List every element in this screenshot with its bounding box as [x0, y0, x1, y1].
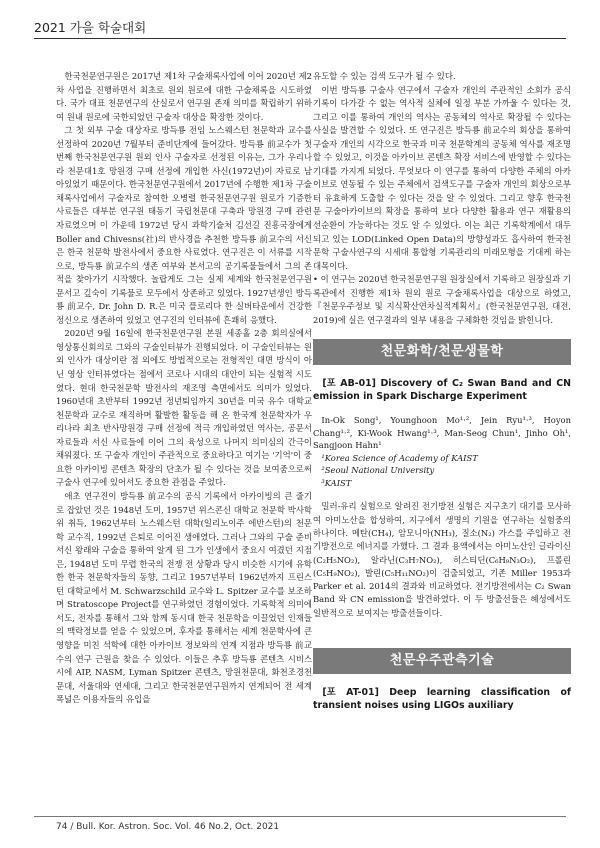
right-column: [313, 70, 571, 712]
abstract-title: [포 AT-01] Deep learning classification of transient noises using LIGOs auxiliary: [313, 687, 571, 712]
abstract-paragraph: 밀러-유리 실험으로 알려진 전기방전 실험은 지구초기 대기를 모사하여 아미노산을 합성하여, 지구에서 생명의 기원을 연구하는 실험중의 하나이다. 메탄(CH₄), 암모니아(NH₃), 질소(N₂) 가스를 주입하고 전기방전으로 에너지를 가했다. 그 결과 용액에서는 아미노산인 글라이신(C₂H₅NO₂), 알라닌(C₃H₇NO₂), 히스티딘(C₆H₉N₃O₂), 프롤린(C₅H₉NO₂), 발린(C₅H₁₁NO₂)이 검출되었고, 기존 Miller 1953과 Parker et al. 2014의 결과와 비교하였다. 전기방전에서는 C₂ Swan Band 와 CN emission을 발견하였다. 이 두 방출선들은 혜성에서도 일반적으로 보여지는 방출선들이다.: [313, 501, 571, 618]
body-paragraph: 유도할 수 있는 검색 도구가 될 수 있다.: [313, 71, 456, 81]
footer-rule: [34, 816, 566, 817]
abstract-title: [포 AB-01] Discovery of C₂ Swan Band and CN emission in Spark Discharge Experiment: [313, 378, 571, 403]
body-paragraph: 한국천문연구원은 2017년 제1차 구술채록사업에 이어 2020년 제2차 사업을 진행하면서 최초로 원외 원로에 대한 구술채록을 시도하였다. 국가 대표 천문연구의 산실로서 연구원 존재 의미를 확립하기 위하여 원내 원로에 국한되었던 구술자 대상을 확장한 것이다.: [56, 71, 312, 122]
running-header: 2021 가을 학술대회: [34, 20, 147, 35]
affiliation: ¹Korea Science of Academy of KAIST: [321, 452, 478, 463]
abstract-body: [313, 500, 571, 620]
author-list: In-Ok Song¹, Younghoon Mo¹·², Jein Ryu¹·³, Hoyon Chang¹·², Ki-Wook Hwang¹·³, Man-Seog Chun¹, Jinho Oh¹, Sangjoon Hahn¹: [313, 415, 571, 451]
body-paragraph: 2020년 9월 16일에 한국천문연구원 본원 세종홀 2층 회의실에서 영상통신회의로 그와의 구술인터뷰가 진행되었다. 이 구술인터뷰는 원외 인사가 대상이란 점 외에도 방법적으로는 전형적인 대면 방식이 아닌 영상 인터뷰였다는 점에서 코로나 시대의 대안이 되는 실험적 시도였다. 현대 한국천문학 발전사의 재조명 측면에서도 의미가 있었다. 1960년대 초반부터 1992년 정년퇴임까지 30년을 미국 유수 대학교 천문학과 교수로 재직하며 활발한 활동을 해 온 한국계 천문학자가 우리나라 최초 반사망원경 구매 선정에 적극 개입하였던 역사는, 공문서 자료들과 서신 사료들에 이어 그의 육성으로 나머지 의미심의 간극이 채워졌다. 또 구술자 개인이 주관적으로 중요하다고 여기는 '기억'이 중요한 아카이빙 콘텐츠 확장의 단초가 될 수 있다는 것을 보여줌으로써 구술사 연구에 있어서도 중요한 관점을 주었다.: [56, 328, 312, 488]
page-footer: 74 / Bull. Kor. Astron. Soc. Vol. 46 No.2, Oct. 2021: [56, 822, 280, 832]
left-column: [56, 70, 312, 707]
body-paragraph: 애초 연구진이 방득룡 前교수의 공식 기록에서 아카이빙의 큰 줄기로 잡았던 것은 1948년 도미, 1957년 위스콘신 대학교 천문학 박사학위 취득, 1962년부터 노스웨스턴 대학(일리노이주 에반스턴)의 천문학 교수직, 1992년 은퇴로 이어진 생애였다. 그러나 그와의 구술 준비 서신 왕래와 구술을 통하여 알게 된 그가 인생에서 중요시 여겼던 지점은, 1948년 도미 무렵 한국의 전쟁 전 상황과 당시 비슷한 시기에 유학한 한국 천문학자들의 동향, 그리고 1957년부터 1962년까지 프린스턴 대학교에서 M. Schwarzschild 교수와 L. Spitzer 교수를 보조하며 Stratoscope Project를 연구하였던 경험이었다. 기록학적 의미에서도, 전자를 통해서 그와 함께 동시대 한국 천문학을 이끌었던 인재들의 맥락정보를 얻을 수 있었으며, 후자를 통해서는 세계 천문학사에 큰 영향을 미친 석학에 대한 아카이브 정보와의 연계 지점과 방득룡 前교수의 연구 근원을 찾을 수 있었다. 이들은 추후 방득룡 콘텐츠 시비스 시에 AIP, NASM, Lyman Spitzer 콘텐츠, 망원천문대, 화천조경천문대, 서울대와 연세대, 그리고 한국천문연구원까지 연계되어 전 세계 폭넓은 이용자들의 유입을: [56, 490, 312, 705]
affiliation: ³KAIST: [321, 477, 352, 488]
header-rule: [34, 38, 566, 39]
acknowledgement-note: • 이 연구는 2020년 한국천문연구원 원장실에서 기록하고 원장실과 기록관에서 진행한 제1차 원외 원로 구술채록사업을 대상으로 하였고, 『천문우주정보 및 지식확산연차실적계획서』(한국천문연구원, 대전, 2019)에 실은 연구결과의 일부 내용을 구체화한 것임을 밝힌니다.: [313, 274, 571, 325]
section-banner-instrumentation: 천문우주관측기술: [313, 648, 571, 674]
section-banner-astrochemistry: 천문화학/천문생물학: [313, 339, 571, 365]
body-paragraph: 이번 방득룡 구술사 연구에서 구술자 개인의 주관적인 소회가 공식 기록이 다가갈 수 없는 역사적 실체에 일정 부분 가까울 수 있다는 것, 그리고 이를 통하여 개인의 역사는 공동체의 역사로 확장될 수 있다는 사실을 발견할 수 있었다. 또 연구진은 방득룡 前교수의 회상을 통하여 구술자 개인의 시각으로 한국과 미국 천문학계의 공동체 역사를 재조명할 수 있었고, 이것을 아카이브 콘텐츠 확장 서비스에 반영할 수 있다는 기대를 가지게 되었다. 무엇보다 이 연구를 통하여 다양한 주체의 아카이브로 연동될 수 있는 주체에서 검색도구를 구술자 개인의 회상으로부터 유효하게 도출할 수 있다는 것을 알 수 있었다. 그리고 향후 한국천문 구술아카이브의 확장을 통하여 보다 다양한 활용과 연구 재활용의 선순환이 가능하다는 것도 알 수 있었다. 이는 최근 기록학계에서 대두되고 있는 LOD(Linked Open Data)의 방향성과도 흡사하여 한국천문학 구술사연구의 시세대 통합형 기록관리의 미래모형을 기대케 하는 대목이다.: [313, 84, 571, 271]
affiliation: ²Seoul National University: [321, 465, 435, 476]
body-paragraph: 그 첫 외부 구술 대상자로 방득룡 전임 노스웨스턴 천문학과 교수를 선정하여 2020년 7월부터 준비단계에 들어갔다. 방득룡 前교수가 첫 번째 한국천문연구원 원외 인사 구술자로 선정된 이유는, 그가 우리나라 천문대1호 망원경 구매 선정에 개입한 사신(1972년)이 자료로 남아있었기 때문이다. 한국천문연구원에서 2017년에 수행한 제1차 구술채록사업에서 구술자로 참여한 오병렬 한국천문연구원 원로가 기증한 사료들은 대부분 연구원 태동기 국립천문대 구축과 망원경 구매 관련 자료였으며 이 가운데 1972년 당시 과학기술처 김선길 진흥국장에게 Boller and Chivesns(社)의 반사경을 추천한 방득룡 前교수의 서신은 한국 천문학 발전사에서 중요한 사료였다. 연구진은 이 서류를 시작으로, 방득룡 前교수의 생존 여부와 본서고의 공기록물들에서 그의 존적을 찾아가기 시작했다. 놀랍게도 그는 실제 세계와 한국천문연구원 문서고 깊숙이 기록물로 모두에서 상존하고 있었다. 1927년생인 방득룡 前교수, Dr. John D. R.은 미국 플로리다 한 실버타운에서 건강한 정신으로 생존하여 있었고 연구진의 인터뷰에 흔쾌히 응했다.: [56, 125, 312, 325]
